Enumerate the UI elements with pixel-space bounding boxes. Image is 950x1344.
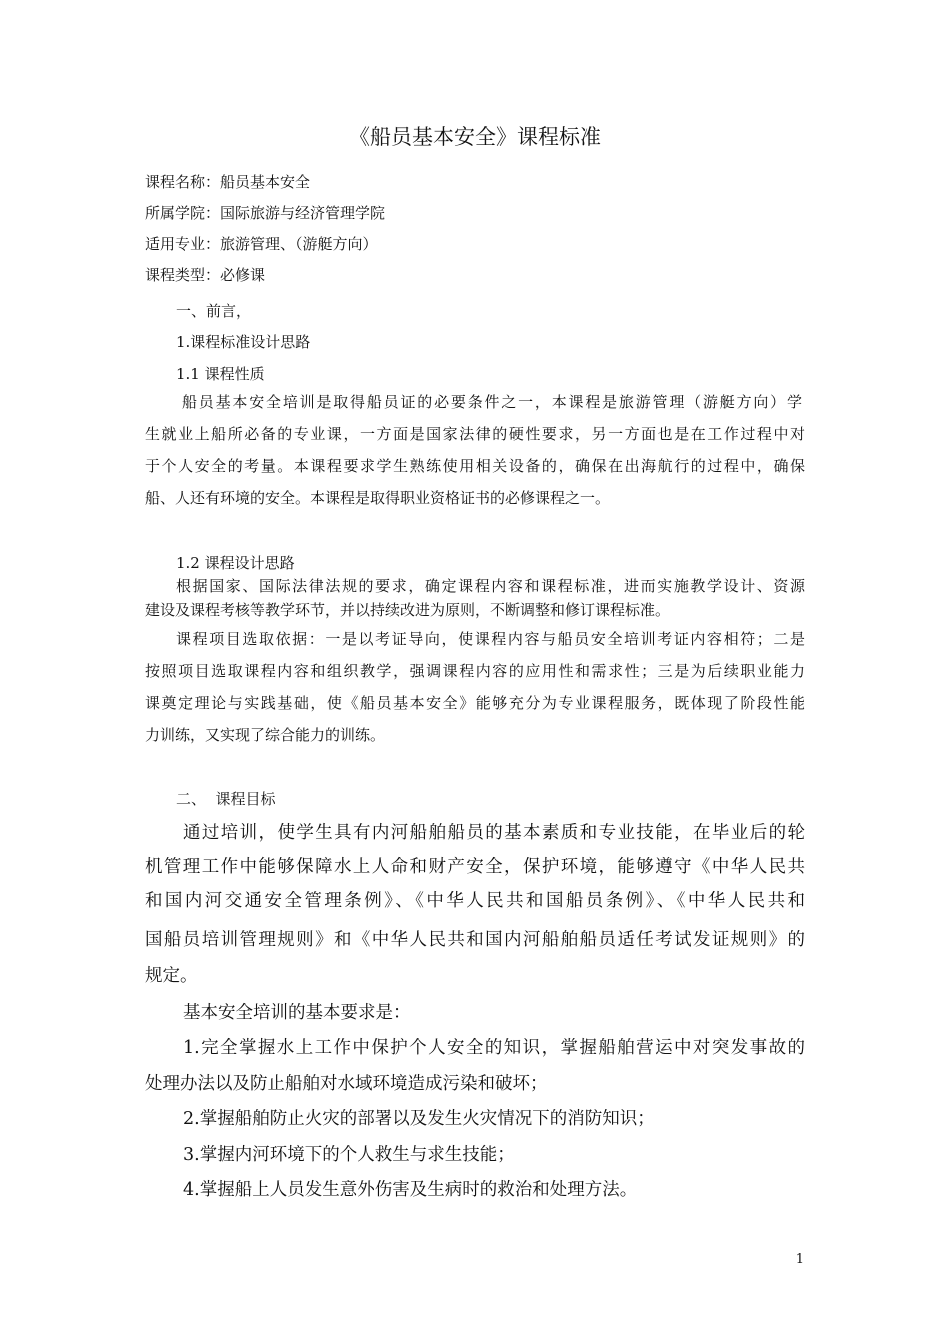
document-title: 《船员基本安全》课程标准 — [349, 125, 601, 149]
paragraph-line: 通过培训，使学生具有内河船舶船员的基本素质和专业技能，在毕业后的轮 — [183, 823, 805, 843]
paragraph-line: 于个人安全的考量。本课程要求学生熟练使用相关设备的，确保在出海航行的过程中，确保 — [145, 457, 805, 475]
meta-course-type: 课程类型：必修课 — [145, 266, 266, 284]
paragraph-line: 船员基本安全培训是取得船员证的必要条件之一，本课程是旅游管理（游艇方向）学 — [182, 393, 802, 411]
paragraph-line: 课程项目选取依据：一是以考证导向，使课程内容与船员安全培训考证内容相符；二是 — [176, 630, 805, 648]
paragraph-line: 课奠定理论与实践基础，使《船员基本安全》能够充分为专业课程服务，既体现了阶段性能 — [145, 694, 805, 712]
requirements-heading: 基本安全培训的基本要求是： — [183, 1003, 411, 1023]
paragraph-line: 生就业上船所必备的专业课，一方面是国家法律的硬性要求，另一方面也是在工作过程中对 — [145, 425, 805, 443]
subheading-course-nature: 1.1 课程性质 — [176, 365, 265, 383]
paragraph-line: 国船员培训管理规则》和《中华人民共和国内河船舶船员适任考试发证规则》的 — [145, 930, 805, 950]
meta-course-name: 课程名称：船员基本安全 — [145, 173, 311, 191]
paragraph-line: 根据国家、国际法律法规的要求，确定课程内容和课程标准，进而实施教学设计、资源 — [176, 577, 805, 595]
paragraph-line: 建设及课程考核等教学环节，并以持续改进为原则，不断调整和修订课程标准。 — [145, 601, 671, 619]
paragraph-line: 力训练，又实现了综合能力的训练。 — [145, 726, 386, 744]
requirement-item: 4.掌握船上人员发生意外伤害及生病时的救治和处理方法。 — [183, 1180, 638, 1200]
paragraph-line: 按照项目选取课程内容和组织教学，强调课程内容的应用性和需求性；三是为后续职业能力 — [145, 662, 805, 680]
section-heading-goals: 二、 课程目标 — [176, 790, 276, 808]
paragraph-line: 机管理工作中能够保障水上人命和财产安全，保护环境，能够遵守《中华人民共 — [145, 857, 805, 877]
subheading-design-approach: 1.2 课程设计思路 — [176, 554, 295, 572]
meta-major: 适用专业：旅游管理、（游艇方向） — [145, 235, 378, 253]
requirement-item: 3.掌握内河环境下的个人救生与求生技能； — [183, 1145, 515, 1165]
paragraph-line: 船、人还有环境的安全。本课程是取得职业资格证书的必修课程之一。 — [145, 489, 611, 507]
paragraph-line: 和国内河交通安全管理条例》、《中华人民共和国船员条例》、《中华人民共和 — [145, 891, 805, 911]
meta-college: 所属学院：国际旅游与经济管理学院 — [145, 204, 386, 222]
subheading-design-idea: 1.课程标准设计思路 — [176, 333, 311, 351]
page-number: 1 — [795, 1252, 804, 1267]
requirement-item: 处理办法以及防止船舶对水域环境造成污染和破坏； — [145, 1074, 548, 1094]
paragraph-line: 规定。 — [145, 966, 198, 986]
requirement-item: 2.掌握船舶防止火灾的部署以及发生火灾情况下的消防知识； — [183, 1109, 655, 1129]
section-heading-preface: 一、前言， — [176, 302, 252, 320]
requirement-item: 1.完全掌握水上工作中保护个人安全的知识，掌握船舶营运中对突发事故的 — [183, 1038, 805, 1058]
